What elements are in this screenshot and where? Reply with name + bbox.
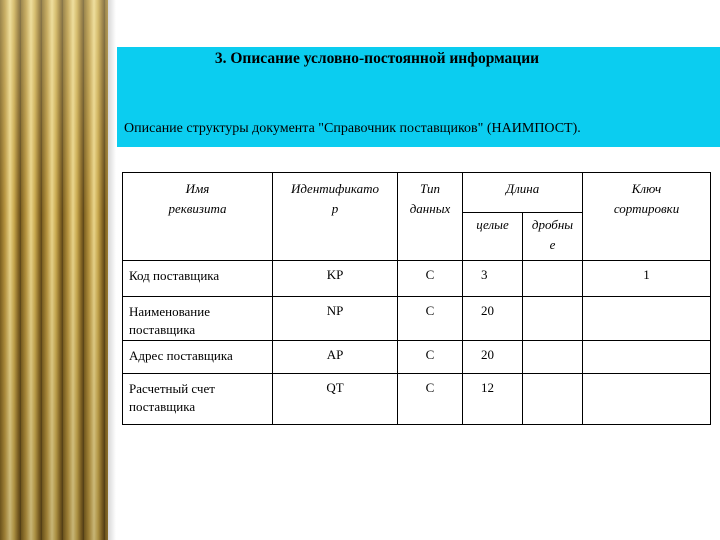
header-data-type: Тип данных bbox=[398, 173, 463, 261]
table-row bbox=[123, 341, 711, 374]
length-fraction-cell bbox=[523, 341, 583, 374]
field-name-cell: Код поставщика bbox=[123, 261, 273, 297]
identifier-cell: QT bbox=[273, 374, 398, 425]
decorative-gold-frame bbox=[0, 0, 108, 540]
document-structure-table bbox=[122, 172, 711, 425]
field-name-cell: Расчетный счет поставщика bbox=[123, 374, 273, 425]
header-length-integer: целые bbox=[463, 213, 523, 261]
identifier-cell: AP bbox=[273, 341, 398, 374]
identifier-cell: KP bbox=[273, 261, 398, 297]
field-name-cell: Адрес поставщика bbox=[123, 341, 273, 374]
length-integer-cell: 12 bbox=[463, 374, 523, 425]
table-row bbox=[123, 297, 711, 341]
length-integer-cell: 20 bbox=[463, 297, 523, 341]
table-header-row bbox=[123, 173, 711, 213]
header-field-name: Имя реквизита bbox=[123, 173, 273, 261]
data-type-cell: C bbox=[398, 374, 463, 425]
table-row bbox=[123, 374, 711, 425]
header-length-fraction: дробны е bbox=[523, 213, 583, 261]
slide-subtitle: Описание структуры документа "Справочник поставщиков" (НАИМПОСТ). bbox=[124, 121, 581, 136]
field-name-cell: Наименование поставщика bbox=[123, 297, 273, 341]
length-fraction-cell bbox=[523, 261, 583, 297]
identifier-cell: NP bbox=[273, 297, 398, 341]
sort-key-cell bbox=[583, 374, 711, 425]
frame-edge bbox=[108, 0, 116, 540]
header-sort-key: Ключ сортировки bbox=[583, 173, 711, 261]
sort-key-cell: 1 bbox=[583, 261, 711, 297]
data-type-cell: C bbox=[398, 261, 463, 297]
sort-key-cell bbox=[583, 297, 711, 341]
length-integer-cell: 20 bbox=[463, 341, 523, 374]
length-integer-cell: 3 bbox=[463, 261, 523, 297]
data-type-cell: C bbox=[398, 341, 463, 374]
length-fraction-cell bbox=[523, 374, 583, 425]
sort-key-cell bbox=[583, 341, 711, 374]
header-identifier: Идентификато р bbox=[273, 173, 398, 261]
data-type-cell: C bbox=[398, 297, 463, 341]
slide-title: 3. Описание условно-постоянной информации bbox=[214, 50, 540, 67]
header-length: Длина bbox=[463, 173, 583, 213]
table-row bbox=[123, 261, 711, 297]
length-fraction-cell bbox=[523, 297, 583, 341]
